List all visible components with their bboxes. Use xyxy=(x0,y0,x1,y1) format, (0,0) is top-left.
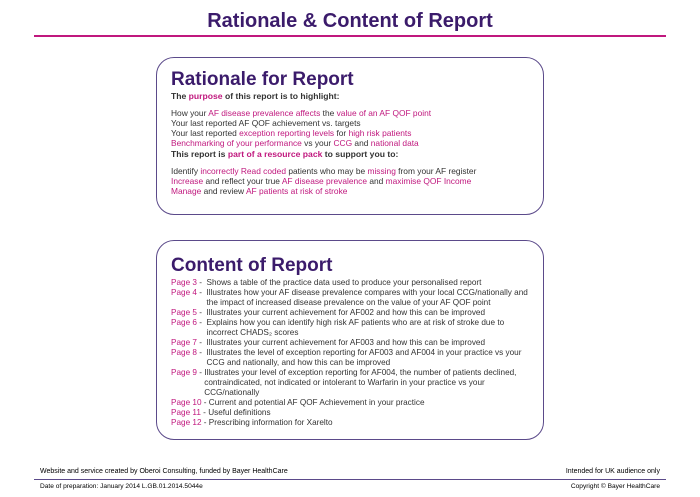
page-label: Page 8 xyxy=(171,348,197,357)
highlight-segment: for xyxy=(334,128,349,138)
support-line xyxy=(171,176,529,186)
support-segment: maximise QOF Income xyxy=(385,176,472,186)
page-separator: - xyxy=(196,278,207,287)
support-segment: Identify xyxy=(171,166,201,176)
footer-divider xyxy=(34,479,666,480)
page-label: Page 3 xyxy=(171,278,197,287)
page-description: Useful definitions xyxy=(208,408,271,417)
page-label: Page 6 xyxy=(171,318,197,327)
page-title: Rationale & Content of Report xyxy=(207,10,493,32)
rationale-card xyxy=(156,57,544,215)
support-segment: AF disease prevalence xyxy=(281,176,368,186)
page-entry xyxy=(171,418,529,428)
support-segment: incorrectly Read coded xyxy=(200,166,286,176)
support-segment: and xyxy=(367,176,386,186)
page-description: Shows a table of the practice data used to produce your personalised report xyxy=(206,278,482,287)
footer-prep-date: Date of preparation: January 2014 L.GB.01.2014.5044e xyxy=(40,483,203,490)
support-line xyxy=(171,166,529,176)
page-entry xyxy=(171,348,529,368)
pack-word: part of a resource pack xyxy=(227,149,323,159)
page-entry xyxy=(171,278,529,288)
page-description: Explains how you can identify high risk AF patients who are at risk of stroke due to incorrect CHADS₂ scores xyxy=(206,318,505,337)
page-description: Illustrates the level of exception reporting for AF003 and AF004 in your practice vs your CCG and nationally, and how this can be improved xyxy=(206,348,522,367)
page-entry xyxy=(171,368,529,398)
content-heading: Content of Report xyxy=(171,255,333,276)
page-description: Illustrates your current achievement for AF003 and how this can be improved xyxy=(206,338,486,347)
page-label: Page 4 xyxy=(171,288,197,297)
footer-audience: Intended for UK audience only xyxy=(565,468,660,475)
page-separator: - xyxy=(196,318,207,327)
pack-rest: to support you to: xyxy=(322,149,399,159)
purpose-word: purpose xyxy=(188,91,223,101)
highlight-segment: high risk patients xyxy=(348,128,412,138)
highlight-line xyxy=(171,128,529,138)
content-card xyxy=(156,240,544,440)
title-divider xyxy=(34,35,666,37)
support-segment: Manage xyxy=(171,186,202,196)
support-segment: Increase xyxy=(171,176,204,186)
page-label: Page 10 xyxy=(171,398,202,407)
page-description: Prescribing information for Xarelto xyxy=(208,418,333,427)
highlight-segment: exception reporting levels xyxy=(239,128,335,138)
footer-credit xyxy=(40,468,288,475)
page-separator: - xyxy=(196,368,205,377)
purpose-rest: of this report is to highlight: xyxy=(222,91,340,101)
page-separator: - xyxy=(200,408,209,417)
page-description: Illustrates your level of exception reporting for AF004, the number of patients declined, contraindicated, not indicated or intolerant to Warfarin in your practice vs your CCG/nationally xyxy=(204,368,517,397)
resource-pack-statement xyxy=(171,149,529,160)
highlight-segment: value of an AF QOF point xyxy=(336,108,432,118)
highlight-segment: CCG xyxy=(333,138,353,148)
highlight-segment: national data xyxy=(370,138,419,148)
highlight-segment: AF disease prevalence affects xyxy=(208,108,321,118)
page-label: Page 11 xyxy=(171,408,201,417)
page-label: Page 5 xyxy=(171,308,197,317)
support-segment: and reflect your true xyxy=(203,176,282,186)
page-separator: - xyxy=(196,338,207,347)
page-label: Page 9 xyxy=(171,368,197,377)
highlight-segment: Your last reported AF QOF achievement vs. targets xyxy=(171,118,361,128)
page-list xyxy=(171,278,529,428)
highlight-segment: Your last reported xyxy=(171,128,240,138)
credit-company: Oberoi Consulting xyxy=(139,468,196,475)
page-description: Illustrates how your AF disease prevalence compares with your local CCG/nationally and the impact of increased disease prevalence on the value of your AF QOF point xyxy=(206,288,528,307)
page-entry xyxy=(171,408,529,418)
highlight-line xyxy=(171,138,529,148)
support-segment: AF patients at risk of stroke xyxy=(245,186,348,196)
highlight-segment: and xyxy=(352,138,371,148)
highlight-segment: the xyxy=(320,108,337,118)
support-line xyxy=(171,186,529,196)
highlight-segment: Benchmarking xyxy=(171,138,225,148)
credit-suffix: , funded by Bayer HealthCare xyxy=(195,468,288,475)
page-entry xyxy=(171,288,529,308)
highlight-line xyxy=(171,118,529,128)
support-segment: missing xyxy=(367,166,396,176)
purpose-statement xyxy=(171,91,529,102)
rationale-heading: Rationale for Report xyxy=(171,69,354,90)
pack-intro: This report is xyxy=(171,149,228,159)
page-label: Page 12 xyxy=(171,418,202,427)
footer-copyright: Copyright © Bayer HealthCare xyxy=(570,483,660,490)
page-entry xyxy=(171,318,529,338)
credit-prefix: Website and service created by xyxy=(40,468,140,475)
page-entry xyxy=(171,398,529,408)
page-entry xyxy=(171,338,529,348)
page-separator: - xyxy=(201,418,209,427)
page-separator: - xyxy=(201,398,209,407)
support-list xyxy=(171,166,529,196)
page-separator: - xyxy=(196,308,207,317)
highlight-segment: How your xyxy=(171,108,209,118)
purpose-intro: The xyxy=(171,91,189,101)
page-description: Illustrates your current achievement for AF002 and how this can be improved xyxy=(206,308,486,317)
highlight-list xyxy=(171,108,529,148)
support-segment: from your AF register xyxy=(395,166,477,176)
page-separator: - xyxy=(196,348,207,357)
support-segment: and review xyxy=(201,186,246,196)
highlight-line xyxy=(171,108,529,118)
support-segment: patients who may be xyxy=(286,166,368,176)
highlight-segment: of your performance xyxy=(224,138,302,148)
highlight-segment: vs your xyxy=(301,138,334,148)
page-label: Page 7 xyxy=(171,338,197,347)
page-description: Current and potential AF QOF Achievement in your practice xyxy=(208,398,425,407)
page-entry xyxy=(171,308,529,318)
page-separator: - xyxy=(196,288,207,297)
